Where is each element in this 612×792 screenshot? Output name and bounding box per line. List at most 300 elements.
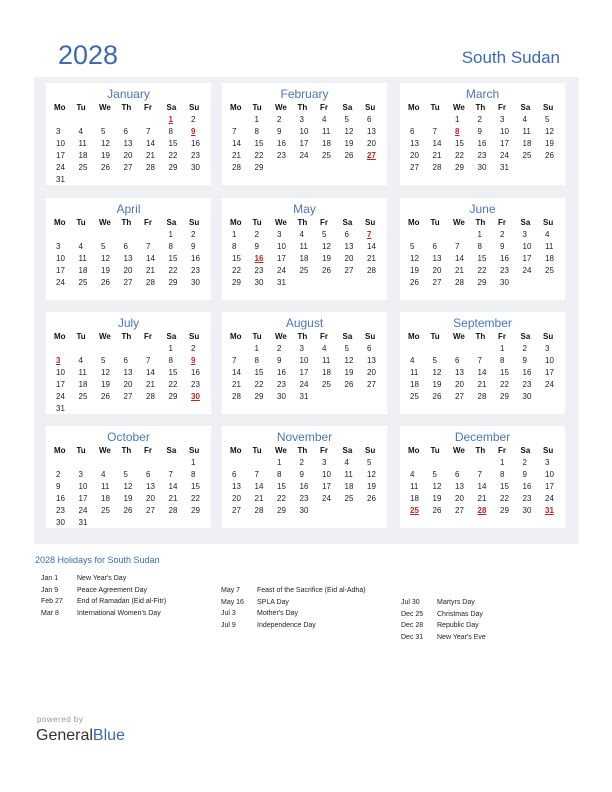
holiday-date: Jul 30 xyxy=(401,599,420,606)
day-cell: 29 xyxy=(477,278,487,287)
weekday-header: Sa xyxy=(342,218,353,227)
day-cell: 12 xyxy=(101,139,110,148)
day-cell: 26 xyxy=(344,380,354,389)
empty-cell xyxy=(52,344,75,356)
day-cell: 2 xyxy=(254,230,259,239)
day-cell: 20 xyxy=(367,139,376,148)
day-cell: 2 xyxy=(56,470,61,479)
weekday-header: Tu xyxy=(252,218,262,227)
day-cell: 7 xyxy=(232,356,237,365)
day-cell: 21 xyxy=(432,151,442,160)
month-name: May xyxy=(293,202,316,216)
weekday-header: Tu xyxy=(76,332,86,341)
day-cell: 22 xyxy=(455,151,464,160)
month-name: January xyxy=(107,87,150,101)
day-cell: 5 xyxy=(410,242,415,251)
weekday-header: Su xyxy=(365,332,376,341)
day-cell: 26 xyxy=(344,151,354,160)
month-april xyxy=(46,198,211,300)
day-cell: 1 xyxy=(232,230,237,239)
day-cell: 24 xyxy=(56,163,65,172)
day-cell: 18 xyxy=(545,254,554,263)
day-cell: 1 xyxy=(168,344,173,353)
month-name: July xyxy=(117,316,140,330)
day-cell: 11 xyxy=(78,254,87,263)
day-cell: 29 xyxy=(277,506,286,515)
day-cell: 10 xyxy=(56,254,65,263)
weekday-header: Tu xyxy=(430,332,440,341)
day-cell: 27 xyxy=(455,392,464,401)
day-cell: 30 xyxy=(191,163,200,172)
weekday-header: Tu xyxy=(76,218,86,227)
empty-cell xyxy=(429,344,452,356)
brand-blue: Blue xyxy=(92,727,125,744)
weekday-header: Th xyxy=(475,218,486,227)
day-cell: 1 xyxy=(477,230,482,239)
day-cell: 25 xyxy=(78,278,88,287)
day-cell: 22 xyxy=(254,151,264,160)
day-cell: 5 xyxy=(322,230,327,239)
month-june xyxy=(400,198,565,300)
day-cell: 24 xyxy=(299,151,309,160)
weekday-header: We xyxy=(453,218,465,227)
day-cell: 7 xyxy=(477,470,482,479)
holiday-date: Dec 25 xyxy=(401,610,424,618)
holiday-item xyxy=(221,610,366,622)
day-cell: 17 xyxy=(78,494,88,503)
holiday-day-cell: 25 xyxy=(410,506,419,515)
day-cell: 17 xyxy=(299,368,309,377)
day-cell: 26 xyxy=(367,494,376,503)
day-cell: 17 xyxy=(545,482,554,491)
weekday-header: We xyxy=(453,446,465,455)
day-cell: 10 xyxy=(56,368,65,377)
day-cell: 20 xyxy=(455,494,464,503)
day-cell: 14 xyxy=(146,368,155,377)
generalblue-logo[interactable] xyxy=(36,727,125,745)
month-name: September xyxy=(453,316,512,330)
day-cell: 25 xyxy=(522,151,532,160)
weekday-header: Th xyxy=(121,103,132,112)
day-cell: 29 xyxy=(191,506,200,515)
day-cell: 1 xyxy=(254,344,259,353)
month-name: April xyxy=(116,202,141,216)
holiday-name: International Women's Day xyxy=(77,609,161,617)
empty-cell xyxy=(474,458,497,470)
day-cell: 25 xyxy=(410,392,419,401)
day-cell: 12 xyxy=(410,254,419,263)
powered-by-text: powered by xyxy=(37,715,84,724)
holiday-day-cell: 16 xyxy=(254,254,264,263)
day-cell: 15 xyxy=(277,482,286,491)
weekday-header: We xyxy=(275,446,287,455)
day-cell: 21 xyxy=(232,151,241,160)
weekday-header: Sa xyxy=(342,103,353,112)
holiday-date: Dec 28 xyxy=(401,622,424,629)
day-cell: 26 xyxy=(101,278,110,287)
weekday-header: Tu xyxy=(430,218,440,227)
day-cell: 21 xyxy=(146,380,155,389)
weekday-header: Tu xyxy=(252,332,262,341)
weekday-header: Mo xyxy=(408,218,420,227)
weekday-header: Mo xyxy=(230,332,242,341)
empty-cell xyxy=(97,230,120,242)
weekday-header: Fr xyxy=(498,332,506,341)
weekday-header: Tu xyxy=(430,446,440,455)
weekday-header: Sa xyxy=(520,103,531,112)
day-cell: 12 xyxy=(432,368,442,377)
weekday-header: Sa xyxy=(166,103,177,112)
day-cell: 5 xyxy=(101,242,106,251)
day-grid xyxy=(228,446,386,518)
empty-cell xyxy=(120,344,143,356)
holiday-day-cell: 3 xyxy=(56,356,61,365)
day-cell: 21 xyxy=(455,266,464,275)
empty-cell xyxy=(451,458,474,470)
weekday-header: Tu xyxy=(252,446,262,455)
empty-cell xyxy=(165,458,188,470)
day-cell: 23 xyxy=(522,494,532,503)
day-cell: 18 xyxy=(78,380,88,389)
day-cell: 4 xyxy=(78,242,83,251)
day-cell: 8 xyxy=(168,356,173,365)
day-cell: 11 xyxy=(78,368,87,377)
day-cell: 3 xyxy=(56,127,61,136)
day-cell: 26 xyxy=(101,392,110,401)
holiday-name: Mother's Day xyxy=(257,610,299,617)
day-cell: 7 xyxy=(455,242,460,251)
weekday-header: Sa xyxy=(520,332,531,341)
day-cell: 11 xyxy=(322,127,331,136)
day-cell: 1 xyxy=(254,115,259,124)
empty-cell xyxy=(228,344,251,356)
weekday-header: Fr xyxy=(144,218,152,227)
day-cell: 14 xyxy=(477,482,487,491)
day-cell: 6 xyxy=(146,470,151,479)
day-cell: 11 xyxy=(410,368,419,377)
weekday-header: Tu xyxy=(430,103,440,112)
day-cell: 16 xyxy=(56,494,65,503)
weekday-header: Mo xyxy=(408,446,420,455)
day-cell: 5 xyxy=(101,356,106,365)
weekday-header: Su xyxy=(189,103,200,112)
day-cell: 28 xyxy=(146,163,155,172)
day-cell: 12 xyxy=(545,127,554,136)
day-cell: 13 xyxy=(232,482,241,491)
day-cell: 30 xyxy=(56,518,65,527)
day-cell: 3 xyxy=(500,115,505,124)
day-cell: 31 xyxy=(56,404,65,413)
day-cell: 3 xyxy=(545,458,550,467)
holiday-item xyxy=(401,622,486,634)
holiday-date: Jan 9 xyxy=(41,586,59,594)
empty-cell xyxy=(451,344,474,356)
day-grid xyxy=(228,103,386,175)
day-cell: 11 xyxy=(101,482,110,491)
day-cell: 23 xyxy=(522,380,532,389)
day-cell: 28 xyxy=(232,163,241,172)
day-cell: 2 xyxy=(500,230,505,239)
day-cell: 12 xyxy=(322,242,331,251)
weekday-header: Su xyxy=(365,218,376,227)
holiday-day-cell: 28 xyxy=(477,506,487,515)
day-cell: 25 xyxy=(322,151,331,160)
day-cell: 25 xyxy=(322,380,331,389)
day-cell: 30 xyxy=(500,278,509,287)
day-cell: 23 xyxy=(277,380,286,389)
day-cell: 11 xyxy=(410,482,419,491)
weekday-header: We xyxy=(99,332,111,341)
day-cell: 17 xyxy=(56,151,65,160)
day-cell: 10 xyxy=(299,127,309,136)
day-cell: 19 xyxy=(432,380,442,389)
day-cell: 20 xyxy=(410,151,419,160)
weekday-header: Mo xyxy=(408,332,420,341)
empty-cell xyxy=(406,458,429,470)
day-cell: 9 xyxy=(500,242,505,251)
day-cell: 25 xyxy=(101,506,110,515)
day-cell: 24 xyxy=(78,506,88,515)
weekday-header: Mo xyxy=(230,218,242,227)
holiday-date: Jan 1 xyxy=(41,575,59,582)
day-cell: 27 xyxy=(123,392,133,401)
holiday-day-cell: 27 xyxy=(367,151,376,160)
day-cell: 19 xyxy=(545,139,554,148)
day-cell: 27 xyxy=(123,278,133,287)
day-cell: 31 xyxy=(299,392,309,401)
day-cell: 26 xyxy=(101,163,110,172)
day-cell: 20 xyxy=(123,380,133,389)
weekday-header: Fr xyxy=(320,103,328,112)
weekday-header: Th xyxy=(475,103,486,112)
holiday-item xyxy=(41,587,166,599)
day-cell: 16 xyxy=(191,368,200,377)
weekday-header: Su xyxy=(189,218,200,227)
day-cell: 4 xyxy=(344,458,349,467)
weekday-header: Sa xyxy=(520,218,531,227)
day-cell: 6 xyxy=(455,356,460,365)
day-cell: 18 xyxy=(410,494,419,503)
day-cell: 12 xyxy=(123,482,133,491)
day-cell: 4 xyxy=(522,115,527,124)
day-cell: 23 xyxy=(477,151,487,160)
day-cell: 24 xyxy=(522,266,532,275)
day-grid xyxy=(228,332,386,404)
day-cell: 31 xyxy=(277,278,286,287)
weekday-header: Fr xyxy=(144,103,152,112)
empty-cell xyxy=(97,344,120,356)
weekday-header: Th xyxy=(475,446,486,455)
day-cell: 21 xyxy=(146,266,155,275)
day-cell: 5 xyxy=(123,470,128,479)
day-cell: 27 xyxy=(410,163,419,172)
holiday-day-cell: 9 xyxy=(191,127,196,136)
day-cell: 22 xyxy=(168,151,178,160)
day-cell: 9 xyxy=(254,242,259,251)
day-cell: 19 xyxy=(101,380,110,389)
day-cell: 8 xyxy=(277,470,282,479)
day-cell: 30 xyxy=(191,278,200,287)
day-cell: 15 xyxy=(500,482,509,491)
weekday-header: Tu xyxy=(76,103,86,112)
day-cell: 11 xyxy=(545,242,554,251)
empty-cell xyxy=(228,115,251,127)
holiday-name: Christmas Day xyxy=(437,610,483,618)
weekday-header: Tu xyxy=(252,103,262,112)
day-cell: 19 xyxy=(344,139,354,148)
day-cell: 5 xyxy=(367,458,372,467)
month-january xyxy=(46,83,211,185)
holiday-item xyxy=(221,599,366,611)
weekday-header: We xyxy=(275,218,287,227)
empty-cell xyxy=(429,230,452,242)
day-cell: 23 xyxy=(191,266,200,275)
day-grid xyxy=(52,332,210,416)
day-cell: 7 xyxy=(146,356,151,365)
day-cell: 30 xyxy=(299,506,309,515)
day-cell: 13 xyxy=(410,139,419,148)
holiday-name: Independence Day xyxy=(257,621,316,629)
day-cell: 16 xyxy=(299,482,309,491)
weekday-header: We xyxy=(275,332,287,341)
day-cell: 10 xyxy=(545,356,554,365)
empty-cell xyxy=(75,230,98,242)
day-cell: 22 xyxy=(277,494,286,503)
calendar-panel xyxy=(34,77,579,544)
day-cell: 17 xyxy=(500,139,509,148)
weekday-header: Mo xyxy=(54,446,66,455)
day-cell: 4 xyxy=(545,230,550,239)
holiday-date: Feb 27 xyxy=(41,598,63,605)
day-cell: 8 xyxy=(254,127,259,136)
day-cell: 1 xyxy=(191,458,196,467)
day-cell: 3 xyxy=(545,344,550,353)
empty-cell xyxy=(120,458,143,470)
day-cell: 7 xyxy=(477,356,482,365)
day-cell: 21 xyxy=(232,380,241,389)
weekday-header: We xyxy=(453,103,465,112)
empty-cell xyxy=(142,115,165,127)
weekday-header: Th xyxy=(297,332,308,341)
weekday-header: Sa xyxy=(342,332,353,341)
day-cell: 13 xyxy=(455,368,464,377)
day-cell: 3 xyxy=(522,230,527,239)
day-grid xyxy=(406,446,564,518)
day-cell: 29 xyxy=(168,163,178,172)
weekday-header: We xyxy=(99,446,111,455)
month-name: December xyxy=(454,430,511,444)
day-cell: 20 xyxy=(123,266,133,275)
weekday-header: Th xyxy=(297,218,308,227)
empty-cell xyxy=(142,344,165,356)
empty-cell xyxy=(52,115,75,127)
day-cell: 29 xyxy=(168,392,178,401)
weekday-header: Tu xyxy=(76,446,86,455)
day-cell: 22 xyxy=(500,494,509,503)
weekday-header: Mo xyxy=(54,332,66,341)
day-cell: 9 xyxy=(277,356,282,365)
holiday-day-cell: 30 xyxy=(191,392,200,401)
holiday-day-cell: 1 xyxy=(168,115,173,124)
day-cell: 10 xyxy=(56,139,65,148)
day-cell: 4 xyxy=(410,356,415,365)
day-cell: 26 xyxy=(432,506,442,515)
weekday-header: Su xyxy=(543,332,554,341)
country-title: South Sudan xyxy=(461,48,560,67)
day-cell: 24 xyxy=(56,278,65,287)
empty-cell xyxy=(75,115,98,127)
weekday-header: Mo xyxy=(230,446,242,455)
day-cell: 1 xyxy=(168,230,173,239)
day-cell: 20 xyxy=(146,494,155,503)
day-cell: 4 xyxy=(78,127,83,136)
day-cell: 31 xyxy=(56,175,65,184)
day-cell: 2 xyxy=(522,458,527,467)
month-march xyxy=(400,83,565,185)
day-cell: 22 xyxy=(254,380,264,389)
day-cell: 15 xyxy=(168,139,178,148)
day-cell: 30 xyxy=(477,163,487,172)
day-cell: 28 xyxy=(432,163,442,172)
empty-cell xyxy=(451,230,474,242)
day-cell: 16 xyxy=(522,368,532,377)
holiday-name: New Year's Eve xyxy=(437,633,486,641)
day-cell: 4 xyxy=(410,470,415,479)
day-cell: 17 xyxy=(56,266,65,275)
day-cell: 2 xyxy=(191,115,196,124)
day-grid xyxy=(406,332,564,404)
day-cell: 15 xyxy=(191,482,200,491)
weekday-header: Fr xyxy=(320,332,328,341)
day-cell: 27 xyxy=(367,380,376,389)
day-cell: 10 xyxy=(277,242,286,251)
day-cell: 27 xyxy=(232,506,241,515)
day-cell: 16 xyxy=(477,139,487,148)
day-cell: 27 xyxy=(146,506,155,515)
day-cell: 20 xyxy=(232,494,241,503)
day-grid xyxy=(52,103,210,187)
day-cell: 2 xyxy=(191,344,196,353)
day-cell: 12 xyxy=(432,482,442,491)
day-cell: 20 xyxy=(344,254,354,263)
day-cell: 20 xyxy=(367,368,376,377)
day-cell: 28 xyxy=(146,392,155,401)
weekday-header: Th xyxy=(121,332,132,341)
day-cell: 31 xyxy=(78,518,88,527)
day-cell: 2 xyxy=(277,344,282,353)
day-cell: 3 xyxy=(78,470,83,479)
day-cell: 8 xyxy=(500,356,505,365)
day-grid xyxy=(406,103,564,175)
day-cell: 1 xyxy=(455,115,460,124)
holiday-item xyxy=(401,634,486,646)
day-cell: 1 xyxy=(277,458,282,467)
weekday-header: Sa xyxy=(166,332,177,341)
day-cell: 19 xyxy=(123,494,133,503)
weekday-header: Mo xyxy=(54,218,66,227)
day-cell: 9 xyxy=(277,127,282,136)
day-cell: 25 xyxy=(344,494,354,503)
holidays-title: 2028 Holidays for South Sudan xyxy=(35,555,160,565)
month-name: March xyxy=(465,87,500,101)
day-cell: 13 xyxy=(123,139,133,148)
day-cell: 22 xyxy=(191,494,200,503)
day-cell: 5 xyxy=(101,127,106,136)
weekday-header: We xyxy=(99,103,111,112)
weekday-header: Su xyxy=(543,218,554,227)
day-cell: 26 xyxy=(545,151,554,160)
day-cell: 29 xyxy=(254,163,264,172)
